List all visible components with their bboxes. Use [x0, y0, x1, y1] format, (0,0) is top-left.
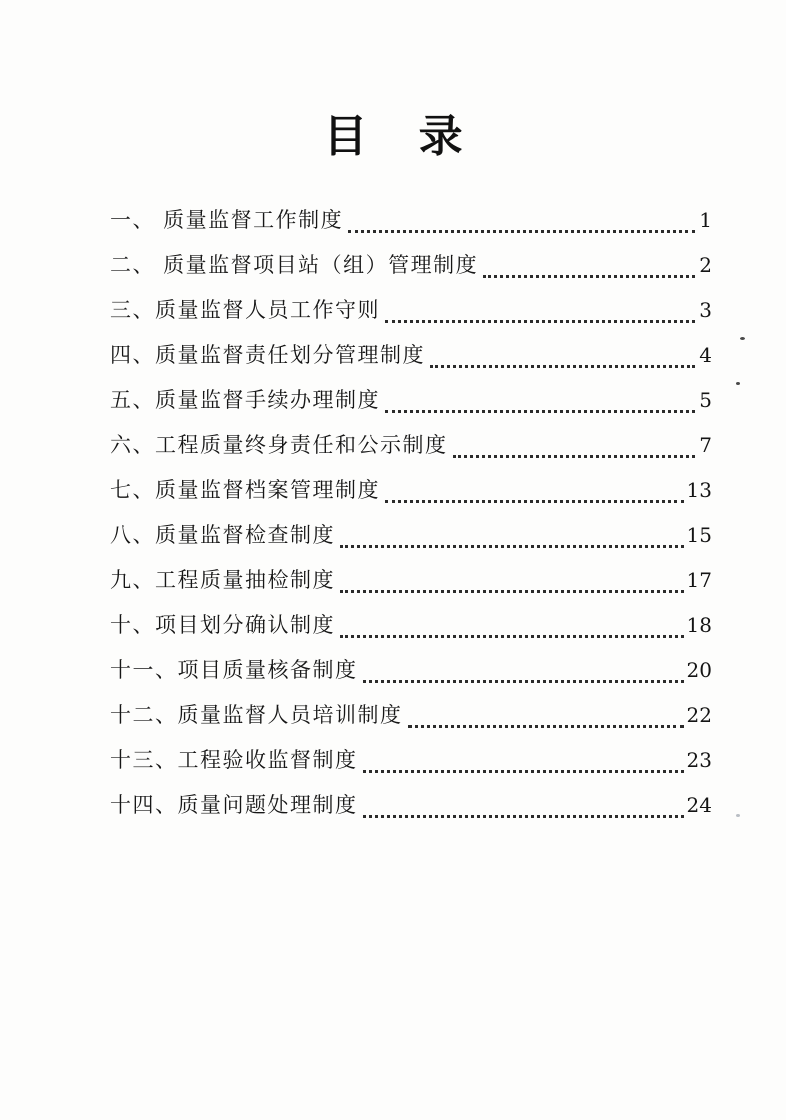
toc-dotted-leader: [340, 635, 684, 638]
toc-dotted-leader: [408, 725, 684, 728]
toc-entry: [110, 429, 712, 474]
toc-entry: [110, 789, 712, 834]
toc-list: [110, 204, 712, 834]
toc-dotted-leader: [363, 815, 684, 818]
toc-entry-label: 八、质量监督检查制度: [110, 523, 335, 547]
toc-entry-page: 22: [686, 703, 712, 727]
toc-entry-page: 4: [699, 343, 712, 367]
toc-entry: [110, 699, 712, 744]
toc-entry: [110, 654, 712, 699]
scan-speck: [736, 382, 740, 385]
toc-entry-page: 2: [699, 253, 712, 277]
toc-entry: [110, 474, 712, 519]
toc-entry-page: 1: [699, 208, 712, 232]
toc-entry: [110, 384, 712, 429]
toc-entry-label: 六、工程质量终身责任和公示制度: [110, 433, 448, 457]
toc-entry: [110, 294, 712, 339]
toc-entry: [110, 519, 712, 564]
toc-dotted-leader: [483, 275, 695, 278]
toc-dotted-leader: [363, 680, 684, 683]
toc-entry: [110, 204, 712, 249]
toc-entry: [110, 339, 712, 384]
toc-entry-page: 5: [699, 388, 712, 412]
toc-entry: [110, 744, 712, 789]
toc-entry-label: 一、 质量监督工作制度: [110, 208, 344, 232]
toc-dotted-leader: [453, 455, 696, 458]
toc-dotted-leader: [385, 410, 695, 413]
toc-entry-label: 十一、项目质量核备制度: [110, 658, 358, 682]
toc-entry-page: 20: [686, 658, 712, 682]
toc-dotted-leader: [430, 365, 695, 368]
toc-dotted-leader: [385, 500, 684, 503]
toc-entry-page: 15: [686, 523, 712, 547]
toc-entry-label: 十二、质量监督人员培训制度: [110, 703, 403, 727]
toc-entry-page: 24: [686, 793, 712, 817]
toc-dotted-leader: [385, 320, 695, 323]
toc-entry-page: 17: [686, 568, 712, 592]
scan-speck: [736, 814, 740, 817]
toc-entry-label: 十三、工程验收监督制度: [110, 748, 358, 772]
toc-dotted-leader: [340, 590, 684, 593]
toc-entry: [110, 249, 712, 294]
toc-entry-label: 四、质量监督责任划分管理制度: [110, 343, 425, 367]
toc-entry-page: 7: [699, 433, 712, 457]
toc-entry-label: 七、质量监督档案管理制度: [110, 478, 380, 502]
page-title: 目 录: [323, 111, 463, 162]
toc-dotted-leader: [340, 545, 684, 548]
toc-entry-label: 九、工程质量抽检制度: [110, 568, 335, 592]
toc-entry-page: 3: [699, 298, 712, 322]
toc-entry-page: 13: [686, 478, 712, 502]
scan-speck: [740, 337, 745, 340]
toc-entry: [110, 564, 712, 609]
toc-entry-label: 二、 质量监督项目站（组）管理制度: [110, 253, 479, 277]
toc-entry: [110, 609, 712, 654]
toc-entry-label: 十四、质量问题处理制度: [110, 793, 358, 817]
toc-entry-page: 23: [686, 748, 712, 772]
toc-entry-label: 十、项目划分确认制度: [110, 613, 335, 637]
toc-dotted-leader: [363, 770, 684, 773]
toc-dotted-leader: [348, 230, 695, 233]
toc-entry-page: 18: [686, 613, 712, 637]
toc-entry-label: 三、质量监督人员工作守则: [110, 298, 380, 322]
toc-entry-label: 五、质量监督手续办理制度: [110, 388, 380, 412]
